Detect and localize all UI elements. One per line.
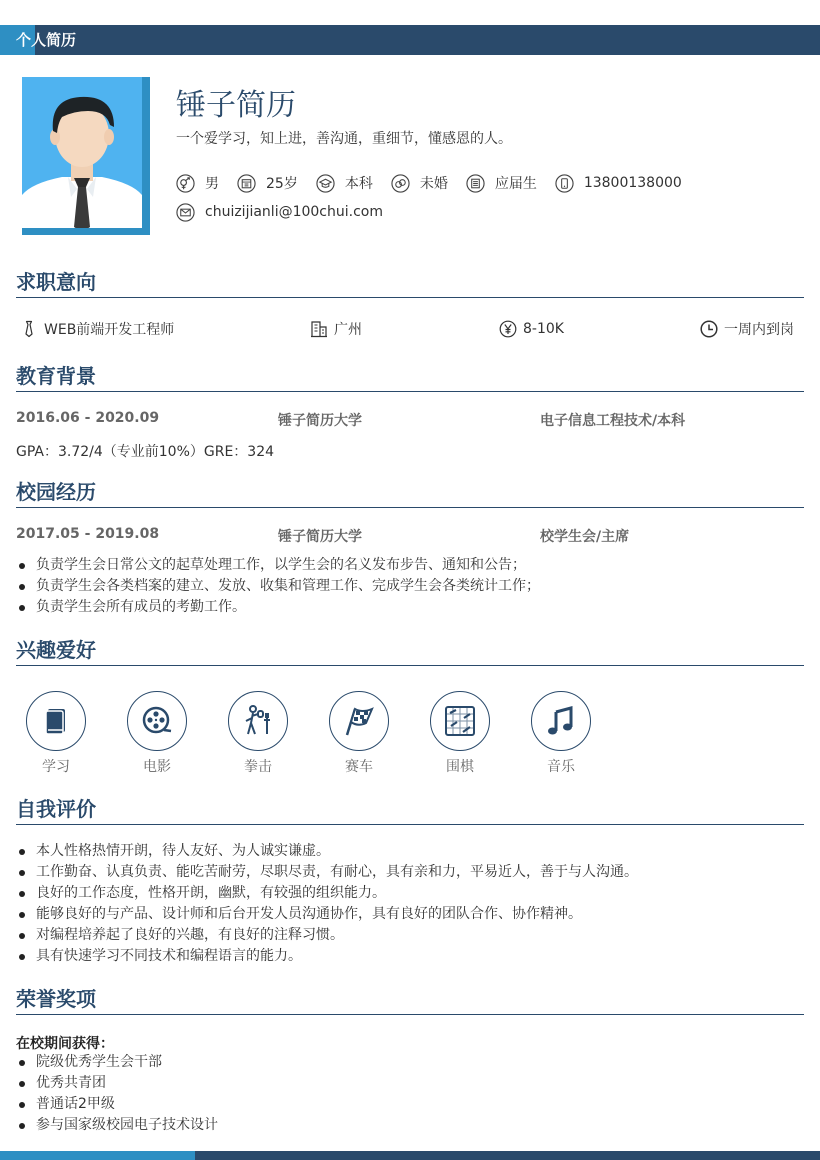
hobby-item <box>127 691 187 781</box>
top-banner <box>0 25 820 55</box>
list-item: 负责学生会各类档案的建立、发放、收集和管理工作、完成学生会各类统计工作； <box>16 576 540 597</box>
intent-position <box>20 317 174 341</box>
honors-heading: 在校期间获得： <box>16 1036 114 1052</box>
campus-org: 锤子简历大学 <box>278 529 362 545</box>
intent-city <box>310 317 362 341</box>
film-reel-icon <box>140 704 174 738</box>
phone-icon <box>555 174 574 193</box>
intent-city-value: 广州 <box>334 322 362 338</box>
education-row <box>16 408 804 430</box>
hobby-list <box>26 691 632 781</box>
yen-icon <box>499 320 517 338</box>
intent-arrival-value: 一周内到岗 <box>724 322 794 338</box>
email-item <box>176 203 383 222</box>
intent-salary-value: 8-10K <box>523 321 564 337</box>
list-item: 负责学生会日常公文的起草处理工作，以学生会的名义发布步告、通知和公告； <box>16 555 540 576</box>
hobby-item <box>329 691 389 781</box>
avatar <box>22 77 142 228</box>
boxing-icon <box>241 704 275 738</box>
bottom-bar-accent <box>0 1151 195 1160</box>
status-value: 应届生 <box>494 176 537 192</box>
list-item: 负责学生会所有成员的考勤工作。 <box>16 597 540 618</box>
list-item: 普通话2甲级 <box>16 1094 218 1115</box>
list-item: 参与国家级校园电子技术设计 <box>16 1115 218 1136</box>
list-item: 工作勤奋、认真负责、能吃苦耐劳，尽职尽责，有耐心，具有亲和力，平易近人，善于与人沟通。 <box>16 862 638 883</box>
phone-item <box>555 174 682 193</box>
profile-motto: 一个爱学习，知上进，善沟通，重细节，懂感恩的人。 <box>176 131 512 147</box>
hobby-label: 赛车 <box>345 759 373 775</box>
section-campus-title: 校园经历 <box>16 480 96 504</box>
section-self-eval <box>16 795 804 825</box>
section-campus <box>16 478 804 508</box>
phone-value: 13800138000 <box>583 175 682 191</box>
clock-icon <box>700 320 718 338</box>
section-education <box>16 362 804 392</box>
intent-position-value: WEB前端开发工程师 <box>44 322 175 338</box>
campus-role: 校学生会/主席 <box>540 529 630 545</box>
gender-icon <box>176 174 195 193</box>
go-board-icon <box>443 704 477 738</box>
gender-value: 男 <box>205 176 219 192</box>
hobby-item <box>430 691 490 781</box>
hobby-label: 音乐 <box>547 759 575 775</box>
contact-row <box>176 201 401 223</box>
section-honors-title: 荣誉奖项 <box>16 987 96 1011</box>
hobby-label: 围棋 <box>446 759 474 775</box>
list-item: 院级优秀学生会干部 <box>16 1052 218 1073</box>
email-icon <box>176 203 195 222</box>
marital-value: 未婚 <box>419 176 448 192</box>
campus-period: 2017.05 - 2019.08 <box>16 526 160 542</box>
intent-row <box>16 317 804 341</box>
book-icon <box>39 704 73 738</box>
email-value[interactable]: chuizijianli@100chui.com <box>205 204 383 220</box>
section-intent-title: 求职意向 <box>16 270 96 294</box>
section-honors <box>16 985 804 1015</box>
section-self-eval-title: 自我评价 <box>16 797 96 821</box>
age-item <box>237 173 298 193</box>
hobby-item <box>531 691 591 781</box>
intent-arrival <box>700 317 794 341</box>
list-item: 对编程培养起了良好的兴趣，有良好的注释习惯。 <box>16 925 638 946</box>
section-intent <box>16 268 804 298</box>
marital-item <box>391 173 448 193</box>
building-icon <box>310 320 328 338</box>
education-period: 2016.06 - 2020.09 <box>16 410 160 426</box>
bottom-bar <box>0 1151 820 1160</box>
document-icon <box>466 174 485 193</box>
gender-item <box>176 173 219 193</box>
intent-salary <box>499 317 564 341</box>
banner-title: 个人简历 <box>16 31 77 49</box>
hobby-label: 学习 <box>42 759 70 775</box>
list-item: 具有快速学习不同技术和编程语言的能力。 <box>16 946 638 967</box>
hobby-item <box>26 691 86 781</box>
calendar-icon <box>237 174 256 193</box>
list-item: 优秀共青团 <box>16 1073 218 1094</box>
hobby-label: 电影 <box>143 759 171 775</box>
rings-icon <box>391 174 410 193</box>
hobby-label: 拳击 <box>244 759 272 775</box>
campus-list <box>16 555 540 618</box>
list-item: 本人性格热情开朗，待人友好、为人诚实谦虚。 <box>16 841 638 862</box>
music-note-icon <box>544 704 578 738</box>
section-education-title: 教育背景 <box>16 364 96 388</box>
degree-item <box>316 173 373 193</box>
campus-row <box>16 524 804 546</box>
education-major: 电子信息工程技术/本科 <box>540 413 686 429</box>
degree-value: 本科 <box>344 176 373 192</box>
profile-name: 锤子简历 <box>176 88 296 123</box>
age-value: 25岁 <box>266 176 298 192</box>
self-eval-list <box>16 841 638 967</box>
tie-icon <box>20 320 38 338</box>
graduation-cap-icon <box>316 174 335 193</box>
section-hobbies <box>16 636 804 666</box>
checkered-flag-icon <box>342 704 376 738</box>
hobby-item <box>228 691 288 781</box>
list-item: 良好的工作态度，性格开朗，幽默，有较强的组织能力。 <box>16 883 638 904</box>
education-school: 锤子简历大学 <box>278 413 362 429</box>
honors-list <box>16 1052 218 1136</box>
section-hobbies-title: 兴趣爱好 <box>16 638 96 662</box>
basic-info-row <box>176 172 700 194</box>
education-detail: GPA：3.72/4（专业前10%）GRE：324 <box>16 444 275 460</box>
status-item <box>466 173 537 193</box>
list-item: 能够良好的与产品、设计师和后台开发人员沟通协作，具有良好的团队合作、协作精神。 <box>16 904 638 925</box>
